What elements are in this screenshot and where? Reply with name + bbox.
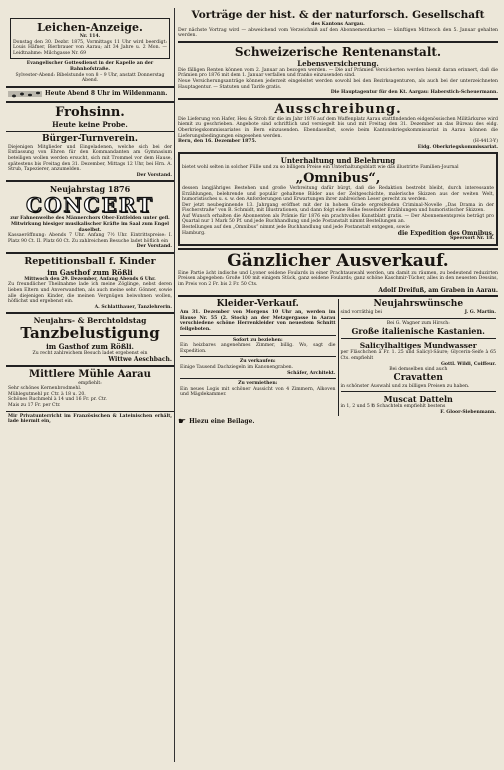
tanz-place: im Gasthof zum Rößli. [46,342,134,352]
verkaufen-sign: Schäfer, Architekt. [287,370,336,376]
divider [341,318,497,319]
ausverkauf-title: Gänzlicher Ausverkauf. [227,250,449,271]
left-column [6,8,175,762]
omnibus-body: dessen langjähriges Bestehen und große Verbreitung dafür bürgt, daß die Redaktion bestrebt bleibt, durch interessante Erzählungen, belehrende und populär gehaltene Bilder aus der Zeitgeschichte, malerische Skizzen aus der weiten Welt, humoristisches u. s. w. den Anforderungen und Erwartungen ihrer zahlreichen Leser gerecht zu werden. [182,185,494,203]
divider [6,312,174,314]
omnibus-order: Bestellungen auf den „Omnibus“ nimmt jede Buchhandlung und jede Postanstalt entgegen, sowie [182,225,410,231]
privatunterricht-text: Mir Privatunterricht im Französischen & Lateinischen erhält, lade hiermit ein, [8,413,172,425]
ausschreibung-code: (H-4413-Y) [473,139,498,145]
renten-sign: Die Hauptagentur für den Kt. Aargau: Haberstich-Scheuermann. [330,90,498,96]
gottesdienst-body: Sylvester-Abend: Bibelstunde von 8 – 9 Uhr, anstatt Donnerstag Abend. [15,72,165,84]
vortraege-ad [178,9,498,39]
divider [180,356,336,357]
kleider-title: Kleider-Verkauf. [216,299,299,310]
buerger-turnverein-ad [6,134,174,179]
wildenmann-ad [6,90,174,99]
omnibus-intro: bietet wohl selten in solcher Fülle und zu so billigem Preise ein Unterhaltungsblatt wie das illustrirte Familien-Journal [182,165,459,171]
vortraege-body: Der nächste Vortrag wird — abweichend vom Verzeichniß auf den Abonnementkarten — künftigen Mittwoch den 5. Januar gehalten werden. [178,27,498,39]
repetition-date: Mittwoch den 29. Dezember, Anfang Abends 6 Uhr. [24,276,156,282]
leichen-body: Donstag den 30. Dezbr. 1875, Vormittags 11 Uhr wird beerdigt: Louis Häfner, Bierbrauer von Aarau; alt 34 Jahre u. 2 Mon. — Leidtnahme: Milchgasse Nr. 69 [13,39,167,56]
ausschreibung-sign: Eidg. Oberkriegskommissariat. [417,144,498,150]
cravatten-body: in schönster Auswahl und zu billigen Preisen zu haben. [340,383,470,389]
leichen-title: Leichen-Anzeige. [37,21,143,34]
muehle-title: Mittlere Mühle Aarau [29,368,151,380]
vermiethen-title: Zu vermiethen: [238,381,278,387]
renten-title: Schweizerische Rentenanstalt. [234,44,442,59]
salicyl-sign: Gottl. Wildi, Coiffeur. [441,361,496,367]
salicyl-title: Salicylhaltiges Mundwasser [359,341,477,351]
omnibus-sign: die Expedition des Omnibus, [397,229,494,237]
divider [180,335,336,336]
buerger-sign: Der Vorstand. [136,172,172,178]
rentenanstalt-ad [178,45,498,96]
omnibus-title: Unterhaltung und Belehrung [280,156,396,166]
vortraege-title: Vorträge der hist. & der naturforsch. Gesellschaft [191,9,485,21]
newspaper-page [6,8,498,762]
buerger-body: Diejenigen Mitglieder und Eingeladenen, welche sich bei der Entlassung von Ehren für den Kommandanten am Gymnasium beteiligen wollen werden ersucht, sich mit Trommel vor dem Hause, spätestens bis Freitag den 31. Dezember, Mittags 12 Uhr, bei Hrn. A. Strub, Tapezierer, anzumelden. [8,144,172,173]
ausverkauf-body: Eine Partie ächt indische und Lyoner seidene Foulards in einer Prachtauswahl werden, um damit zu räumen, zu bedeutend reduzirten Preisen abgegeben: Große 100 mit einigem Stück, ganz seidene Foulards; ganz schöne Kaschmir-Tücher, alles in den neuesten Dessins, im Preis von 2 Fr. bis 2 Fr. 50 Cts. [178,270,498,288]
tanz-big: Tanzbelustigung [20,324,160,343]
omnibus-body3: Auf Wunsch erhalten die Abonnenten als Prämie für 1876 ein prachtvolles Kunstblatt gratis. — Der Abonnementspreis beträgt pro Quartal nur 1 Mark 50 Pf. und jede Buchhandlung und jede Postanstalt nimmt Bestellungen an. [182,213,494,225]
divider [178,98,498,100]
small-ads-grid [178,299,498,415]
pointing-hand-icon: ☛ [178,416,187,427]
divider [6,86,174,88]
concert-date: Neujahrstag 1876 [49,184,131,195]
muehle-item: Mühlegutmehl pr. Ctr. à 18 u. 20. [8,391,86,397]
wildenmann-text: Heute Abend 8 Uhr im Wildenmann. [45,90,168,98]
muscat-body: in 1, 2 und 5 ℔ Schachteln empfiehlt bestens [340,404,446,410]
repetitionsball-ad [6,256,174,311]
concert-times: Kassaeröffnung: Abends 7 Uhr. Anfang 7½ Uhr. Eintrittspreise: I. Platz 90 Ct. II. Platz 60 Ct. Zu zahlreichem Besuche ladet höflich ein [8,233,172,244]
ausschreibung-title: Ausschreibung. [274,101,402,117]
neujahr-sign: J. G. Martin. [464,310,496,316]
renten-sub: Lebensversicherung. [297,58,379,68]
omnibus-name: „Omnibus“, [295,170,381,186]
divider [178,41,498,43]
divider [6,131,174,132]
omnibus-body2: Der jetzt neubeginnende 13. Jahrgang eröffnet mit der in hohem Grade ergreifenden Criminal-Novelle „Das Drama in der Fischerstraße“ von B. Schmidt, mit Illustrationen, und dann folgt eine Reihe fesselnder Erzählungen und humoristischer Skizzen. [182,202,494,214]
muscat-sign: F. Gloor-Siebenmann. [440,409,496,415]
muscat-title: Muscat Datteln [383,394,453,405]
renten-body: Die fälligen Renten können vom 2. Januar an bezogen werden. — Die auf Prämien Versicherten werden hiemit daran erinnert, daß die Prämien pro 1876 mit dem 1. Januar verfallen und franko einzusenden sind. [178,67,498,79]
repetition-sign: A. Schlatthauer, Tanzlehrerin. [94,304,172,310]
repetition-title: Repetitionsball f. Kinder [24,255,156,267]
omnibus-addr: Speersort Nr. 18. [450,236,494,242]
divider [6,411,174,412]
beilage-note [178,418,498,427]
divider [341,338,497,339]
buerger-title: Bürger-Turnverein. [41,133,139,144]
ausverkauf-ad [178,252,498,293]
renten-body2: Neue Versicherungsanträge können jederzeit eingeleitet werden sowohl bei den Bezirksagenturen, als auch bei der unterzeichneten Hauptagentur. — Statuten und Tarife gratis. [178,78,498,90]
concert-sign: Der Vorstand. [136,244,172,250]
divider [6,252,174,254]
tanz-invite: Zu recht zahlreichem Besuch ladet ergebenst ein [32,351,148,357]
beilage-text: Hiezu eine Beilage. [189,418,255,426]
omnibus-ad [178,152,498,246]
small-ads-right [339,299,499,415]
verkaufen-body: Einige Tausend Dachziegeln im Kanonengraben. [180,364,294,370]
ausverkauf-sign: Adolf Dreifuß, am Graben in Aarau. [378,286,498,294]
wagner-text: Bei G. Wagner zum Hirsch: [386,320,450,326]
divider [178,295,498,297]
divider [180,378,336,379]
divider [6,180,174,182]
verkaufen-title: Zu verkaufen: [239,359,276,365]
concert-ad [6,184,174,250]
tanz-title: Neujahrs- & Berchtoldstag [33,316,147,326]
frohsinn-title: Frohsinn. [55,104,125,120]
divider [6,365,174,367]
frohsinn-ad [6,105,174,129]
repetition-body: Zu freundlicher Theilnahme lade ich meine Zöglinge, nebst deren lieben Eltern und Anverwandten, als auch meine sehr. Gönner, sowie alle diejenigen Kinder, die meinen Vergnügen beiwohnen wollen, höflichst und ergebenst ein. [8,282,172,305]
cravatten-title: Cravatten [393,372,443,383]
salicyl-body: per Fläschchen à Fr. 1. 25 und Salicyl-Säure; Glycerin-Seife à 65 Cts. empfiehlt [340,350,496,361]
divider [341,391,497,392]
ausschreibung-ad [178,102,498,151]
muehle-item: Mais zu 17 Fr. per Ctr. [8,403,61,408]
muehle-item: Sehr schönes Kernenbrodmehl. [8,386,82,392]
leichen-anzeige [10,18,170,59]
omnibus-city: Hamburg. [182,230,206,236]
tanzbelustigung-ad [6,316,174,362]
right-column [178,8,498,762]
ausschreibung-body: Die Lieferung von Hafer, Heu & Stroh für die im Jahr 1876 auf dem Waffenplatz Aarau stattfindenden eidgenössischen Militärkurse wird hiemit zu geschrieben. Angebote sind schriftlich und versiegelt bis und mit Freitag den 31. Dezember an das Büreau des eidg. Oberkriegskommissariates in Bern einzusenden. Ebendaselbst, sowie beim Kantonskriegskommissariat in Aarau können die Lieferungsbedingungen eingesehen werden. [178,116,498,139]
neujahr-sub: sind vorräthig bei [340,310,382,316]
concert-lines: zur Fahnenweihe des Männerchors Ober-Entfelden unter gefl. Mitwirkung hiesiger musikalischer Kräfte im Saal zum Engel daselbst. [10,216,170,233]
muehle-item: Schönes Ruchmehl à 14 und 16 Fr. pr. Ctr. [8,397,107,403]
cravatten-pre: Bei demselben sind auch [389,367,448,373]
muehle-sub: empfiehlt: [78,380,102,386]
gottesdienst-title: Evangelischer Gottesdienst in der Kapelle an der Bahnhofstraße. [26,61,154,72]
vermiethen-body: Ein neues Logis mit schöner Aussicht von 4 Zimmern, Alkoven und Mägdekammer. [180,386,336,398]
neujahr-title: Neujahrswünsche [373,299,464,310]
frohsinn-sub: Heute keine Probe. [52,119,128,129]
kleider-body: Am 31. Dezember von Morgens 10 Uhr an, werden im Hause Nr. 55 (2. Stock) an der Metzgergasse in Aarau verschiedene schöne Herrenkleider von neuestem Schnitt feilgeboten. [180,310,336,332]
tanz-sign: Wittwe Aeschbach. [108,356,172,364]
muehle-ad [6,369,174,409]
gottesdienst-ad [6,61,174,83]
beziehen-body: Ein heizbares angenehmes Zimmer, billig. Wo, sagt die Expedition. [180,343,336,354]
divider [178,248,498,250]
vortraege-sub: des Kantons Aargau. [311,22,365,27]
divider [6,101,174,103]
concert-title: CONCERT [26,193,154,218]
music-notes-icon [8,90,42,99]
wagner-title: Große italienische Kastanien. [351,326,485,337]
beziehen-title: Sofort zu beziehen: [232,337,283,343]
repetition-place: im Gasthof zum Rößli [47,267,133,277]
leichen-number: Nr. 114. [79,34,101,39]
small-ads-left [178,299,339,415]
ausschreibung-date: Bern, den 16. Dezember 1875. [178,139,257,145]
